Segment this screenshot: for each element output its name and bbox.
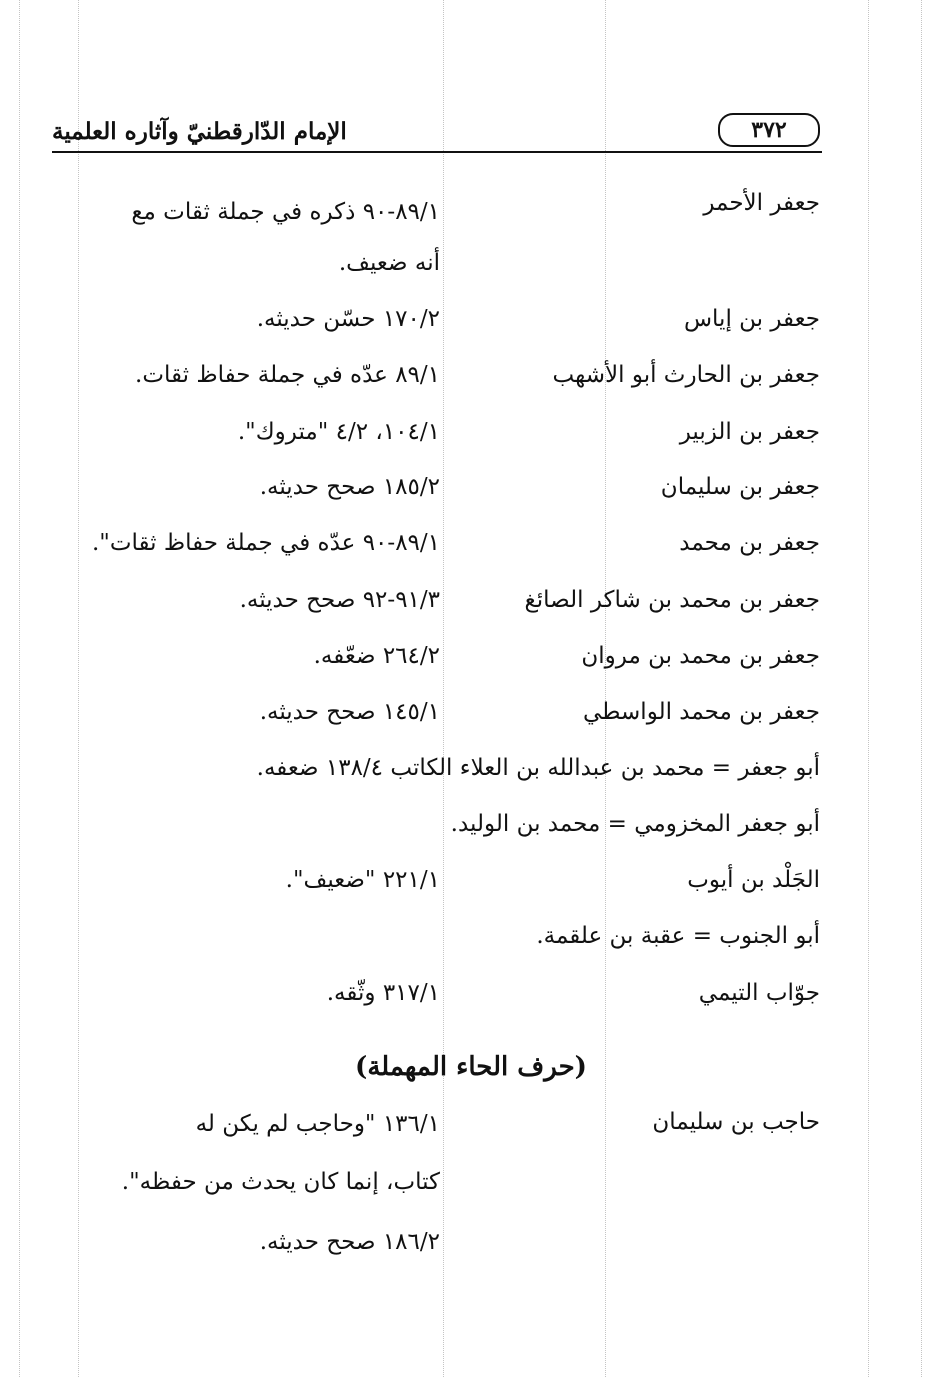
entry-name: جوّاب التيمي (698, 980, 820, 1006)
guide-line (443, 0, 444, 1377)
running-title: الإمام الدّارقطنيّ وآثاره العلمية (52, 118, 347, 145)
entry-name: جعفر بن محمد الواسطي (583, 699, 820, 725)
entry-ref: ٩١/٣-٩٢ صحح حديثه. (239, 587, 440, 613)
cross-reference: أبو الجنوب = عقبة بن علقمة. (536, 923, 820, 949)
entry-ref: ١٣٦/١ "وحاجب لم يكن له (195, 1111, 440, 1137)
entry-name: جعفر بن سليمان (660, 474, 820, 500)
cross-reference: أبو جعفر = محمد بن عبدالله بن العلاء الكاتب ١٣٨/٤ ضعفه. (256, 755, 820, 781)
entry-name: جعفر بن محمد (679, 530, 820, 556)
entry-ref-cont: كتاب، إنما كان يحدث من حفظه". (121, 1169, 440, 1195)
entry-ref: ١٠٤/١، ٤/٢ "متروك". (237, 419, 440, 445)
entry-ref: ٣١٧/١ وثّقه. (326, 980, 440, 1006)
entry-name: حاجب بن سليمان (652, 1109, 820, 1135)
entry-name: جعفر الأحمر (703, 190, 820, 216)
guide-line (921, 0, 922, 1377)
entry-ref-cont: ١٨٦/٢ صحح حديثه. (259, 1229, 440, 1255)
entry-name: جعفر بن إياس (683, 306, 820, 332)
entry-ref: ٨٩/١-٩٠ عدّه في جملة حفاظ ثقات". (91, 530, 440, 556)
entry-ref: ١٨٥/٢ صحح حديثه. (259, 474, 440, 500)
entry-ref-cont: أنه ضعيف. (338, 250, 440, 276)
entry-name: جعفر بن محمد بن شاكر الصائغ (524, 587, 820, 613)
entry-ref: ١٤٥/١ صحح حديثه. (259, 699, 440, 725)
entry-ref: ٢٦٤/٢ ضعّفه. (313, 643, 440, 669)
header-rule (52, 151, 822, 153)
entry-name: جعفر بن الحارث أبو الأشهب (552, 362, 820, 388)
cross-reference: أبو جعفر المخزومي = محمد بن الوليد. (450, 811, 820, 837)
section-heading: (حرف الحاء المهملة) (355, 1052, 587, 1082)
entry-ref: ٢٢١/١ "ضعيف". (285, 867, 440, 893)
entry-name: جعفر بن محمد بن مروان (581, 643, 820, 669)
guide-line (868, 0, 869, 1377)
entry-ref: ٨٩/١ عدّه في جملة حفاظ ثقات. (135, 362, 440, 388)
entry-name: جعفر بن الزبير (679, 419, 820, 445)
entry-ref: ٨٩/١-٩٠ ذكره في جملة ثقات مع (131, 199, 440, 225)
guide-line (19, 0, 20, 1377)
page-number: ٣٧٢ (718, 113, 820, 147)
entry-ref: ١٧٠/٢ حسّن حديثه. (256, 306, 440, 332)
entry-name: الجَلْد بن أيوب (687, 867, 820, 893)
